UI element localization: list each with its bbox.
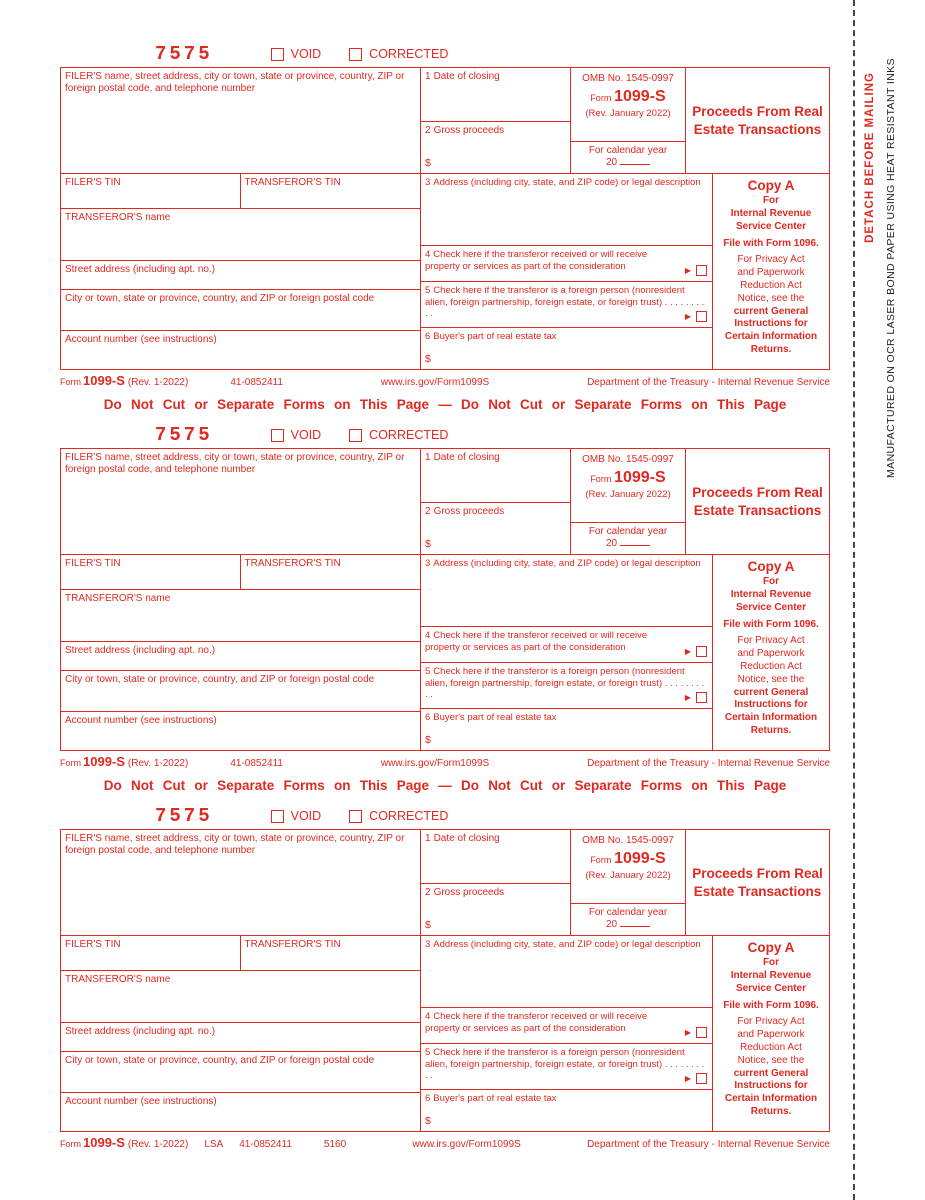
calendar-year-entry xyxy=(575,538,681,550)
manufactured-on-ocr-paper-text: MANUFACTURED ON OCR LASER BOND PAPER USING HEAT RESISTANT INKS xyxy=(885,58,897,478)
box5-check-group xyxy=(685,692,707,703)
privacy-line: Notice, see the xyxy=(737,1054,805,1066)
do-not-cut-text: Do Not Cut or Separate Forms on This Page — Do Not Cut or Separate Forms on This Page xyxy=(103,778,787,793)
transferors-name-field[interactable] xyxy=(61,971,420,1023)
privacy-line: and Paperwork xyxy=(737,267,805,279)
perforation-dashed-line xyxy=(853,0,855,1200)
footer-form-word: Form xyxy=(60,377,81,387)
box3-label: Address (including city, state, and ZIP code) or legal description xyxy=(433,939,701,950)
filers-tin-label: FILER'S TIN xyxy=(65,177,121,188)
property-services-box xyxy=(421,1008,712,1044)
corrected-checkbox[interactable] xyxy=(349,810,362,823)
omb-column xyxy=(571,449,686,554)
file-with-1096-text: File with Form 1096. xyxy=(723,237,819,249)
box5-label: Check here if the transferor is a foreign person (nonresident alien, foreign partnership, foreign estate, or foreign trust) xyxy=(425,1047,685,1070)
transferors-name-label: TRANSFEROR'S name xyxy=(65,593,171,604)
void-checkbox[interactable] xyxy=(271,429,284,442)
form-copy-2 xyxy=(60,425,830,769)
omb-number: OMB No. 1545-0997 xyxy=(582,73,674,84)
copy-a-title: Copy A xyxy=(747,559,795,574)
left-column xyxy=(61,174,421,369)
footer-print-code: 41-0852411 xyxy=(230,377,283,388)
proceeds-title: Proceeds From Real Estate Transactions xyxy=(692,103,823,137)
arrow-right-icon: ▶ xyxy=(684,311,691,321)
privacy-line: Instructions for xyxy=(734,318,808,330)
box6-dollar-sign: $ xyxy=(425,734,431,747)
box5-check-group xyxy=(685,1073,707,1084)
calendar-year-label: For calendar year xyxy=(588,526,668,537)
form-word: Form xyxy=(590,474,612,485)
middle-column xyxy=(421,555,713,750)
street-address-label: Street address (including apt. no.) xyxy=(65,264,216,275)
box2-number: 2 xyxy=(425,887,431,898)
filers-tin-field[interactable] xyxy=(61,936,241,970)
corrected-label: CORRECTED xyxy=(369,47,449,61)
street-address-field[interactable] xyxy=(61,1023,420,1052)
footer-department: Department of the Treasury - Internal Revenue Service xyxy=(587,1139,830,1150)
form-table xyxy=(60,67,830,370)
box4-label: Check here if the transferor received or will receive property or services as part of the consideration xyxy=(425,1011,648,1034)
middle-column xyxy=(421,936,713,1131)
void-checkbox[interactable] xyxy=(271,810,284,823)
box1-label: Date of closing xyxy=(433,71,500,82)
box5-dots: . . . . . . . . . . xyxy=(425,296,705,320)
privacy-line: Returns. xyxy=(750,725,792,737)
privacy-line: Notice, see the xyxy=(737,292,805,304)
form-number: 1099-S xyxy=(614,88,666,106)
form-word: Form xyxy=(590,855,612,866)
transferors-tin-label: TRANSFEROR'S TIN xyxy=(244,177,341,188)
top-section xyxy=(61,68,829,174)
box1-number: 1 xyxy=(425,452,431,463)
form-1099s xyxy=(60,425,830,769)
corrected-label: CORRECTED xyxy=(369,809,449,823)
box4-label: Check here if the transferor received or will receive property or services as part of the consideration xyxy=(425,249,648,272)
form-revision: (Rev. January 2022) xyxy=(585,488,671,500)
property-address-field[interactable] xyxy=(421,174,712,246)
city-label: City or town, state or province, country, and ZIP or foreign postal code xyxy=(65,1055,375,1066)
calendar-year-blank[interactable] xyxy=(620,545,650,546)
void-group xyxy=(271,809,322,823)
transferors-tin-label: TRANSFEROR'S TIN xyxy=(244,939,341,950)
transferors-name-label: TRANSFEROR'S name xyxy=(65,212,171,223)
filer-info-field[interactable] xyxy=(61,68,421,173)
privacy-line: Certain Information xyxy=(724,712,818,724)
privacy-line: Returns. xyxy=(750,344,792,356)
transferors-name-label: TRANSFEROR'S name xyxy=(65,974,171,985)
copy-a-line: For xyxy=(762,957,780,969)
copy-a-column xyxy=(713,936,829,1131)
privacy-line: Reduction Act xyxy=(740,1042,802,1054)
file-with-1096-text: File with Form 1096. xyxy=(723,618,819,630)
gross-proceeds-field[interactable] xyxy=(421,122,570,173)
footer-irs-url: www.irs.gov/Form1099S xyxy=(380,377,490,388)
footer-department: Department of the Treasury - Internal Revenue Service xyxy=(587,758,830,769)
transferors-tin-label: TRANSFEROR'S TIN xyxy=(244,558,341,569)
form-sheet xyxy=(60,44,830,1150)
box4-number: 4 xyxy=(425,1011,431,1022)
footer-irs-url: www.irs.gov/Form1099S xyxy=(380,758,490,769)
privacy-line: and Paperwork xyxy=(737,648,805,660)
box6-label: Buyer's part of real estate tax xyxy=(433,331,557,342)
property-address-field[interactable] xyxy=(421,555,712,627)
foreign-person-checkbox[interactable] xyxy=(696,692,707,703)
corrected-group xyxy=(349,47,448,61)
tin-row xyxy=(61,936,420,971)
box4-check-group xyxy=(685,1027,707,1038)
do-not-cut-text: Do Not Cut or Separate Forms on This Page — Do Not Cut or Separate Forms on This Page xyxy=(103,397,787,412)
privacy-line: and Paperwork xyxy=(737,1029,805,1041)
form-number: 1099-S xyxy=(614,850,666,868)
filer-label: FILER'S name, street address, city or town, state or province, country, ZIP or foreign postal code, and telephone number xyxy=(65,71,405,95)
box6-number: 6 xyxy=(425,712,431,723)
left-column xyxy=(61,936,421,1131)
middle-column xyxy=(421,174,713,369)
left-column xyxy=(61,555,421,750)
corrected-checkbox[interactable] xyxy=(349,48,362,61)
street-address-label: Street address (including apt. no.) xyxy=(65,645,216,656)
box5-label: Check here if the transferor is a foreign person (nonresident alien, foreign partnership, foreign estate, or foreign trust) xyxy=(425,666,685,689)
privacy-line: Reduction Act xyxy=(740,661,802,673)
box2-dollar-sign: $ xyxy=(425,538,431,551)
calendar-year-field[interactable] xyxy=(571,142,685,173)
form-revision: (Rev. January 2022) xyxy=(585,869,671,881)
form-identifier xyxy=(575,849,681,869)
property-services-box xyxy=(421,246,712,282)
account-number-field[interactable] xyxy=(61,712,420,750)
filers-tin-field[interactable] xyxy=(61,555,241,589)
form-identifier xyxy=(575,87,681,107)
calendar-year-blank[interactable] xyxy=(620,164,650,165)
property-services-checkbox[interactable] xyxy=(696,265,707,276)
form-footer xyxy=(60,1135,830,1150)
box3-number: 3 xyxy=(425,177,431,188)
void-label: VOID xyxy=(290,428,322,442)
box2-dollar-sign: $ xyxy=(425,157,431,170)
footer-revision: (Rev. 1-2022) xyxy=(127,758,189,769)
void-group xyxy=(271,428,322,442)
gross-proceeds-field[interactable] xyxy=(421,884,570,935)
date-of-closing-field[interactable] xyxy=(421,449,570,503)
calendar-year-field[interactable] xyxy=(571,523,685,554)
property-address-field[interactable] xyxy=(421,936,712,1008)
copy-a-line: For xyxy=(762,576,780,588)
form-revision: (Rev. January 2022) xyxy=(585,107,671,119)
bottom-section xyxy=(61,555,829,750)
calendar-year-label: For calendar year xyxy=(588,145,668,156)
calendar-year-blank[interactable] xyxy=(620,926,650,927)
calendar-year-field[interactable] xyxy=(571,904,685,935)
proceeds-title-box xyxy=(686,68,829,173)
footer-revision: (Rev. 1-2022) xyxy=(127,377,189,388)
box4-number: 4 xyxy=(425,249,431,260)
footer-5160-code: 5160 xyxy=(323,1139,347,1150)
copy-a-line: Internal Revenue xyxy=(730,589,812,601)
box5-number: 5 xyxy=(425,1047,431,1058)
box5-check-group xyxy=(685,311,707,322)
footer-form-word: Form xyxy=(60,758,81,768)
account-number-field[interactable] xyxy=(61,1093,420,1131)
box5-number: 5 xyxy=(425,666,431,677)
form-1099s xyxy=(60,44,830,388)
omb-column xyxy=(571,830,686,935)
form-identifier xyxy=(575,468,681,488)
box5-dots: . . . . . . . . . . xyxy=(425,1058,705,1082)
foreign-person-checkbox[interactable] xyxy=(696,1073,707,1084)
calendar-year-entry xyxy=(575,919,681,931)
box1-number: 1 xyxy=(425,833,431,844)
arrow-right-icon: ▶ xyxy=(684,1073,691,1083)
footer-revision: (Rev. 1-2022) xyxy=(127,1139,189,1150)
foreign-person-box xyxy=(421,282,712,328)
box4-check-group xyxy=(685,265,707,276)
box2-label: Gross proceeds xyxy=(433,887,505,898)
form-1099s xyxy=(60,806,830,1150)
corrected-checkbox[interactable] xyxy=(349,429,362,442)
privacy-line: Instructions for xyxy=(734,699,808,711)
transferors-name-field[interactable] xyxy=(61,209,420,261)
form-code: 7575 xyxy=(155,424,213,446)
void-label: VOID xyxy=(290,809,322,823)
account-number-field[interactable] xyxy=(61,331,420,369)
form-header-row xyxy=(60,44,830,64)
property-services-checkbox[interactable] xyxy=(696,1027,707,1038)
buyers-tax-field[interactable] xyxy=(421,709,712,750)
city-label: City or town, state or province, country, and ZIP or foreign postal code xyxy=(65,293,375,304)
copy-a-line: Service Center xyxy=(735,220,807,232)
privacy-line: Notice, see the xyxy=(737,673,805,685)
proceeds-title: Proceeds From Real Estate Transactions xyxy=(692,484,823,518)
privacy-line: For Privacy Act xyxy=(737,254,805,266)
filers-tin-field[interactable] xyxy=(61,174,241,208)
copy-a-line: Internal Revenue xyxy=(730,970,812,982)
footer-form-number: 1099-S xyxy=(83,1135,125,1150)
privacy-line: For Privacy Act xyxy=(737,1016,805,1028)
box4-check-group xyxy=(685,646,707,657)
file-with-1096-text: File with Form 1096. xyxy=(723,999,819,1011)
void-group xyxy=(271,47,322,61)
street-address-label: Street address (including apt. no.) xyxy=(65,1026,216,1037)
box3-label: Address (including city, state, and ZIP code) or legal description xyxy=(433,177,701,188)
top-section xyxy=(61,830,829,936)
privacy-line: Returns. xyxy=(750,1106,792,1118)
box6-dollar-sign: $ xyxy=(425,1115,431,1128)
gross-proceeds-field[interactable] xyxy=(421,503,570,554)
arrow-right-icon: ▶ xyxy=(684,646,691,656)
calendar-year-prefix: 20 xyxy=(605,157,618,169)
calendar-year-label: For calendar year xyxy=(588,907,668,918)
corrected-group xyxy=(349,809,448,823)
boxes-1-2 xyxy=(421,830,571,935)
date-of-closing-field[interactable] xyxy=(421,830,570,884)
arrow-right-icon: ▶ xyxy=(684,265,691,275)
footer-lsa: LSA xyxy=(204,1139,224,1150)
form-code: 7575 xyxy=(155,805,213,827)
foreign-person-box xyxy=(421,1044,712,1090)
form-header-row xyxy=(60,425,830,445)
box6-label: Buyer's part of real estate tax xyxy=(433,1093,557,1104)
privacy-line: current General xyxy=(733,686,809,698)
box2-label: Gross proceeds xyxy=(433,506,505,517)
privacy-notice xyxy=(717,1016,825,1118)
corrected-group xyxy=(349,428,448,442)
box1-label: Date of closing xyxy=(433,833,500,844)
omb-box xyxy=(571,449,685,523)
footer-department: Department of the Treasury - Internal Revenue Service xyxy=(587,377,830,388)
property-services-checkbox[interactable] xyxy=(696,646,707,657)
proceeds-title-box xyxy=(686,449,829,554)
copy-a-column xyxy=(713,555,829,750)
privacy-line: For Privacy Act xyxy=(737,635,805,647)
privacy-line: current General xyxy=(733,1067,809,1079)
city-field[interactable] xyxy=(61,671,420,712)
boxes-1-2 xyxy=(421,449,571,554)
street-address-field[interactable] xyxy=(61,261,420,290)
tin-row xyxy=(61,174,420,209)
calendar-year-prefix: 20 xyxy=(605,919,618,931)
form-footer xyxy=(60,754,830,769)
copy-a-line: Service Center xyxy=(735,982,807,994)
footer-form-number: 1099-S xyxy=(83,373,125,388)
omb-box xyxy=(571,830,685,904)
transferors-tin-field[interactable] xyxy=(241,174,421,208)
corrected-label: CORRECTED xyxy=(369,428,449,442)
privacy-line: current General xyxy=(733,305,809,317)
omb-number: OMB No. 1545-0997 xyxy=(582,454,674,465)
privacy-line: Instructions for xyxy=(734,1080,808,1092)
box4-label: Check here if the transferor received or will receive property or services as part of the consideration xyxy=(425,630,648,653)
bottom-section xyxy=(61,174,829,369)
box5-label: Check here if the transferor is a foreign person (nonresident alien, foreign partnership, foreign estate, or foreign trust) xyxy=(425,285,685,308)
footer-form-word: Form xyxy=(60,1139,81,1149)
copy-a-line: Service Center xyxy=(735,601,807,613)
filer-info-field[interactable] xyxy=(61,830,421,935)
box4-number: 4 xyxy=(425,630,431,641)
filers-tin-label: FILER'S TIN xyxy=(65,939,121,950)
form-copy-3 xyxy=(60,806,830,1150)
copy-a-column xyxy=(713,174,829,369)
omb-number: OMB No. 1545-0997 xyxy=(582,835,674,846)
tin-row xyxy=(61,555,420,590)
box2-dollar-sign: $ xyxy=(425,919,431,932)
property-services-box xyxy=(421,627,712,663)
form-code: 7575 xyxy=(155,43,213,65)
form-footer xyxy=(60,373,830,388)
top-section xyxy=(61,449,829,555)
form-table xyxy=(60,448,830,751)
box2-number: 2 xyxy=(425,125,431,136)
privacy-notice xyxy=(717,635,825,737)
form-word: Form xyxy=(590,93,612,104)
box2-number: 2 xyxy=(425,506,431,517)
filer-label: FILER'S name, street address, city or town, state or province, country, ZIP or foreign postal code, and telephone number xyxy=(65,452,405,476)
box2-label: Gross proceeds xyxy=(433,125,505,136)
buyers-tax-field[interactable] xyxy=(421,1090,712,1131)
void-checkbox[interactable] xyxy=(271,48,284,61)
filer-info-field[interactable] xyxy=(61,449,421,554)
box5-dots: . . . . . . . . . . xyxy=(425,677,705,701)
privacy-notice xyxy=(717,254,825,356)
void-label: VOID xyxy=(290,47,322,61)
form-number: 1099-S xyxy=(614,469,666,487)
account-number-label: Account number (see instructions) xyxy=(65,715,217,726)
filer-label: FILER'S name, street address, city or town, state or province, country, ZIP or foreign postal code, and telephone number xyxy=(65,833,405,857)
box6-dollar-sign: $ xyxy=(425,353,431,366)
city-label: City or town, state or province, country, and ZIP or foreign postal code xyxy=(65,674,375,685)
buyers-tax-field[interactable] xyxy=(421,328,712,369)
box3-number: 3 xyxy=(425,558,431,569)
foreign-person-box xyxy=(421,663,712,709)
omb-column xyxy=(571,68,686,173)
privacy-line: Reduction Act xyxy=(740,280,802,292)
footer-print-code: 41-0852411 xyxy=(230,758,283,769)
account-number-label: Account number (see instructions) xyxy=(65,1096,217,1107)
city-field[interactable] xyxy=(61,1052,420,1093)
account-number-label: Account number (see instructions) xyxy=(65,334,217,345)
box1-label: Date of closing xyxy=(433,452,500,463)
form-header-row xyxy=(60,806,830,826)
filers-tin-label: FILER'S TIN xyxy=(65,558,121,569)
box3-number: 3 xyxy=(425,939,431,950)
street-address-field[interactable] xyxy=(61,642,420,671)
box6-label: Buyer's part of real estate tax xyxy=(433,712,557,723)
transferors-name-field[interactable] xyxy=(61,590,420,642)
omb-box xyxy=(571,68,685,142)
privacy-line: Certain Information xyxy=(724,331,818,343)
form-table xyxy=(60,829,830,1132)
box3-label: Address (including city, state, and ZIP code) or legal description xyxy=(433,558,701,569)
footer-print-code: 41-0852411 xyxy=(239,1139,292,1150)
footer-form-number: 1099-S xyxy=(83,754,125,769)
footer-irs-url: www.irs.gov/Form1099S xyxy=(412,1139,521,1150)
date-of-closing-field[interactable] xyxy=(421,68,570,122)
arrow-right-icon: ▶ xyxy=(684,1027,691,1037)
box6-number: 6 xyxy=(425,331,431,342)
privacy-line: Certain Information xyxy=(724,1093,818,1105)
box6-number: 6 xyxy=(425,1093,431,1104)
copy-a-line: Internal Revenue xyxy=(730,208,812,220)
box5-number: 5 xyxy=(425,285,431,296)
detach-before-mailing-text: DETACH BEFORE MAILING xyxy=(864,72,876,243)
bottom-section xyxy=(61,936,829,1131)
proceeds-title-box xyxy=(686,830,829,935)
copy-a-title: Copy A xyxy=(747,940,795,955)
arrow-right-icon: ▶ xyxy=(684,692,691,702)
calendar-year-prefix: 20 xyxy=(605,538,618,550)
city-field[interactable] xyxy=(61,290,420,331)
copy-a-line: For xyxy=(762,195,780,207)
form-copy-1 xyxy=(60,44,830,388)
boxes-1-2 xyxy=(421,68,571,173)
transferors-tin-field[interactable] xyxy=(241,555,421,589)
proceeds-title: Proceeds From Real Estate Transactions xyxy=(692,865,823,899)
transferors-tin-field[interactable] xyxy=(241,936,421,970)
copy-a-title: Copy A xyxy=(747,178,795,193)
foreign-person-checkbox[interactable] xyxy=(696,311,707,322)
calendar-year-entry xyxy=(575,157,681,169)
box1-number: 1 xyxy=(425,71,431,82)
